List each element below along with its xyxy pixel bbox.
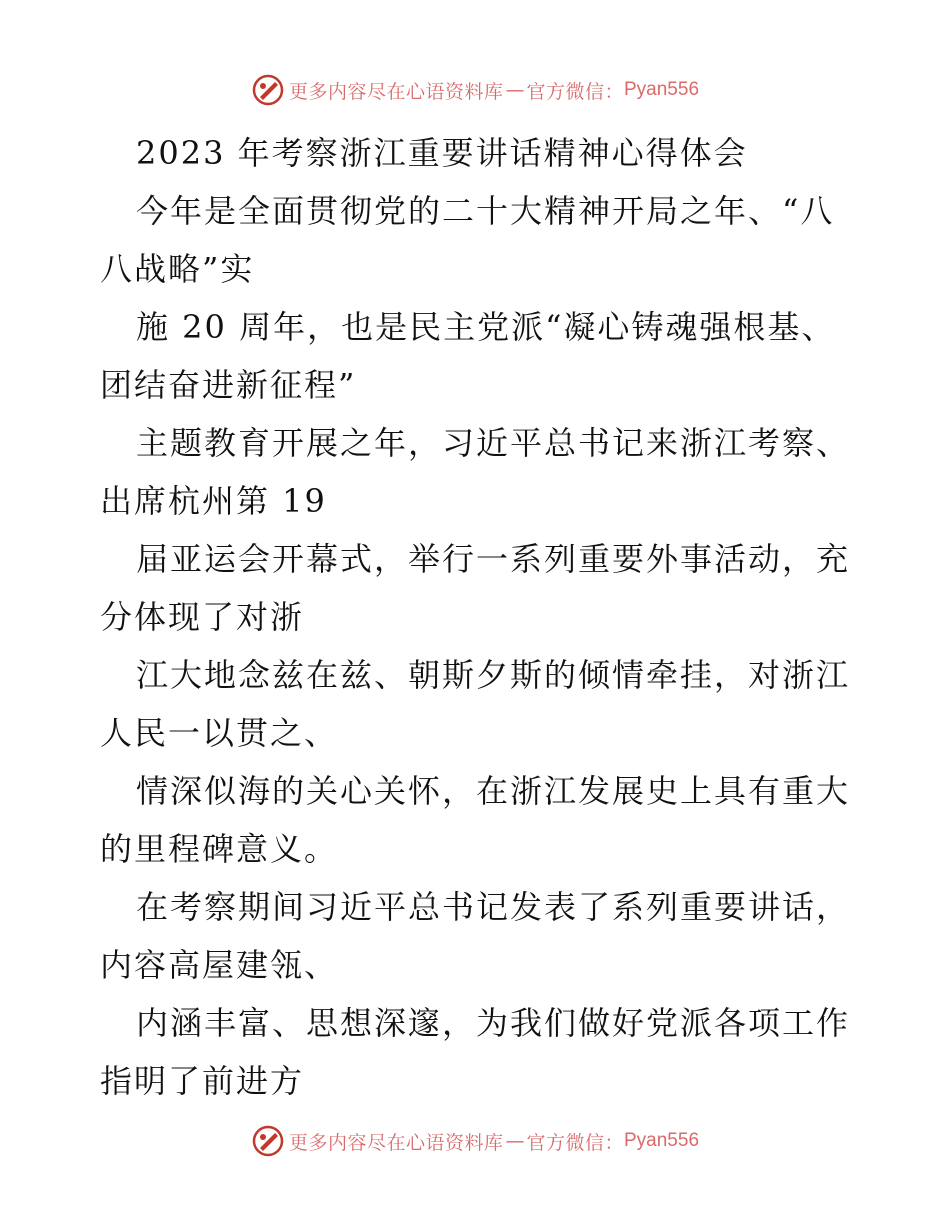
- paragraph-line: 情深似海的关心关怀，在浙江发展史上具有重大: [136, 772, 851, 810]
- paragraph-line: 团结奋进新征程”: [100, 366, 357, 404]
- document-title: 2023 年考察浙江重要讲话精神心得体会: [136, 134, 748, 172]
- paragraph-line: 八战略”实: [100, 250, 255, 288]
- paragraph-line: 主题教育开展之年，习近平总书记来浙江考察、: [136, 424, 851, 462]
- watermark-separator: —: [505, 1130, 525, 1152]
- watermark-contact: 官方微信：: [526, 80, 624, 103]
- paragraph-line: 今年是全面贯彻党的二十大精神开局之年、“八: [136, 192, 835, 230]
- paragraph-line: 的里程碑意义。: [100, 830, 339, 868]
- paragraph-line: 内容高屋建瓴、: [100, 946, 339, 984]
- document-body: [100, 124, 860, 1110]
- watermark-text: 更多内容尽在心语资料库: [288, 80, 504, 103]
- paragraph-line: 人民一以贯之、: [100, 714, 339, 752]
- paragraph-line: 施 20 周年，也是民主党派“凝心铸魂强根基、: [136, 308, 836, 346]
- watermark-separator: —: [505, 79, 525, 101]
- footer-watermark: [0, 1121, 950, 1161]
- paragraph-line: 内涵丰富、思想深邃，为我们做好党派各项工作: [136, 1004, 851, 1042]
- paragraph-line: 在考察期间习近平总书记发表了系列重要讲话，: [136, 888, 851, 926]
- paragraph-line: 届亚运会开幕式，举行一系列重要外事活动，充: [136, 540, 851, 578]
- logo-icon: [251, 1124, 285, 1158]
- header-watermark: [0, 70, 950, 110]
- paragraph-line: 指明了前进方: [100, 1062, 305, 1100]
- paragraph-line: 江大地念兹在兹、朝斯夕斯的倾情牵挂，对浙江: [136, 656, 851, 694]
- logo-icon: [251, 73, 285, 107]
- paragraph-line: 分体现了对浙: [100, 598, 305, 636]
- watermark-text: 更多内容尽在心语资料库: [288, 1131, 504, 1154]
- watermark-id: Pyan556: [624, 1130, 700, 1151]
- paragraph-line: 出席杭州第 19: [100, 482, 327, 520]
- watermark-id: Pyan556: [624, 79, 700, 100]
- watermark-contact: 官方微信：: [526, 1131, 624, 1154]
